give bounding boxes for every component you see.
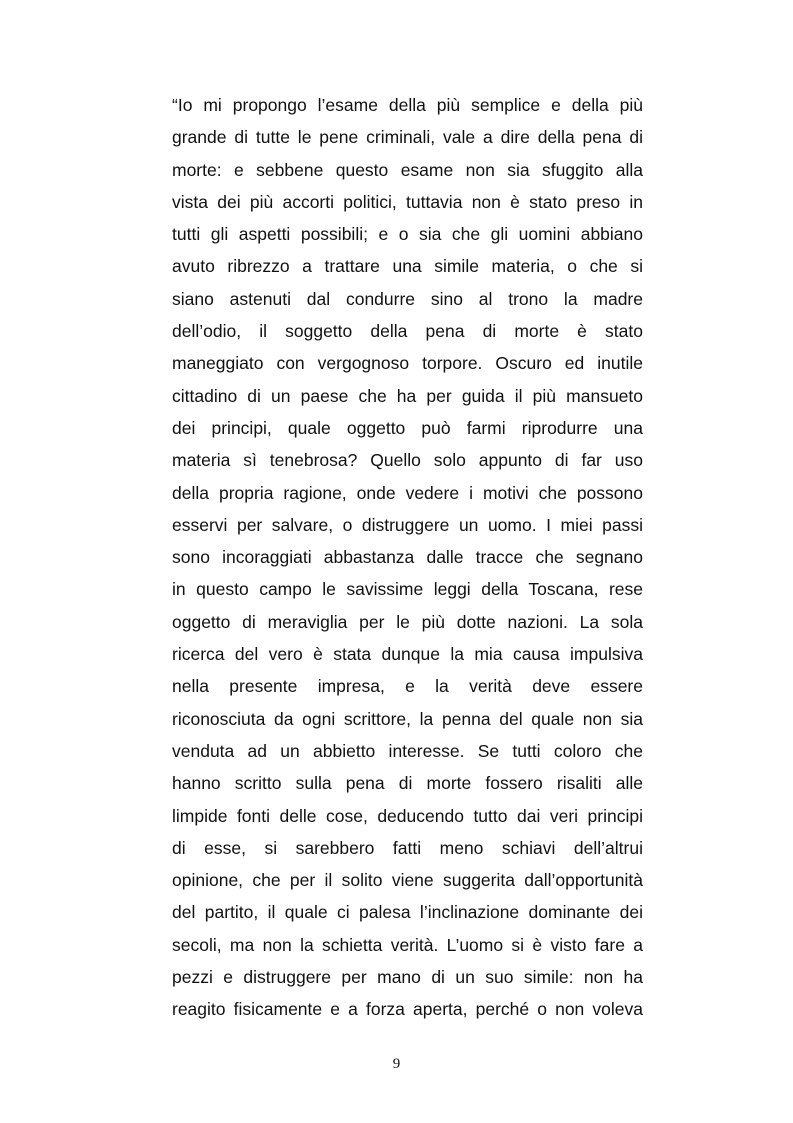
text-line: cittadino di un paese che ha per guida il più mansueto [172,385,643,406]
text-line: materia sì tenebrosa? Quello solo appunto di far uso [172,450,643,471]
text-line: sono incoraggiati abbastanza dalle tracce che segnano [172,547,643,568]
text-line: pezzi e distruggere per mano di un suo simile: non ha [172,967,643,988]
text-line: reagito fisicamente e a forza aperta, perché o non voleva [172,999,643,1020]
page-number: 9 [392,1056,401,1072]
text-line: in questo campo le savissime leggi della Toscana, rese [172,579,643,600]
text-line: “Io mi propongo l’esame della più semplice e della più [172,95,643,115]
body-text [172,89,643,1026]
text-line: oggetto di meraviglia per le più dotte nazioni. La sola [172,611,643,632]
text-line: siano astenuti dal condurre sino al trono la madre [172,288,643,309]
text-line: dell’odio, il soggetto della pena di morte è stato [172,321,643,342]
text-line: venduta ad un abbietto interesse. Se tutti coloro che [172,740,643,761]
text-line: della propria ragione, onde vedere i motivi che possono [172,482,643,503]
text-line: di esse, si sarebbero fatti meno schiavi dell’altrui [172,837,643,858]
text-line: vista dei più accorti politici, tuttavia non è stato preso in [172,191,643,212]
text-line: morte: e sebbene questo esame non sia sfuggito alla [172,159,643,180]
text-line: esservi per salvare, o distruggere un uomo. I miei passi [172,514,643,535]
text-line: hanno scritto sulla pena di morte fossero risaliti alle [172,773,643,794]
text-line: limpide fonti delle cose, deducendo tutto dai veri principi [172,805,643,826]
text-line: maneggiato con vergognoso torpore. Oscuro ed inutile [172,353,643,374]
text-line: tutti gli aspetti possibili; e o sia che gli uomini abbiano [172,224,643,245]
text-line: ricerca del vero è stata dunque la mia causa impulsiva [172,644,643,665]
text-line: secoli, ma non la schietta verità. L’uomo si è visto fare a [172,934,643,955]
text-line: grande di tutte le pene criminali, vale a dire della pena di [172,127,643,148]
text-line: dei principi, quale oggetto può farmi riprodurre una [172,417,643,438]
text-line: opinione, che per il solito viene suggerita dall’opportunità [172,870,643,891]
text-line: riconosciuta da ogni scrittore, la penna del quale non sia [172,708,643,729]
text-line: nella presente impresa, e la verità deve essere [172,676,643,697]
text-line: avuto ribrezzo a trattare una simile materia, o che si [172,256,643,277]
text-line: del partito, il quale ci palesa l’inclinazione dominante dei [172,902,643,923]
